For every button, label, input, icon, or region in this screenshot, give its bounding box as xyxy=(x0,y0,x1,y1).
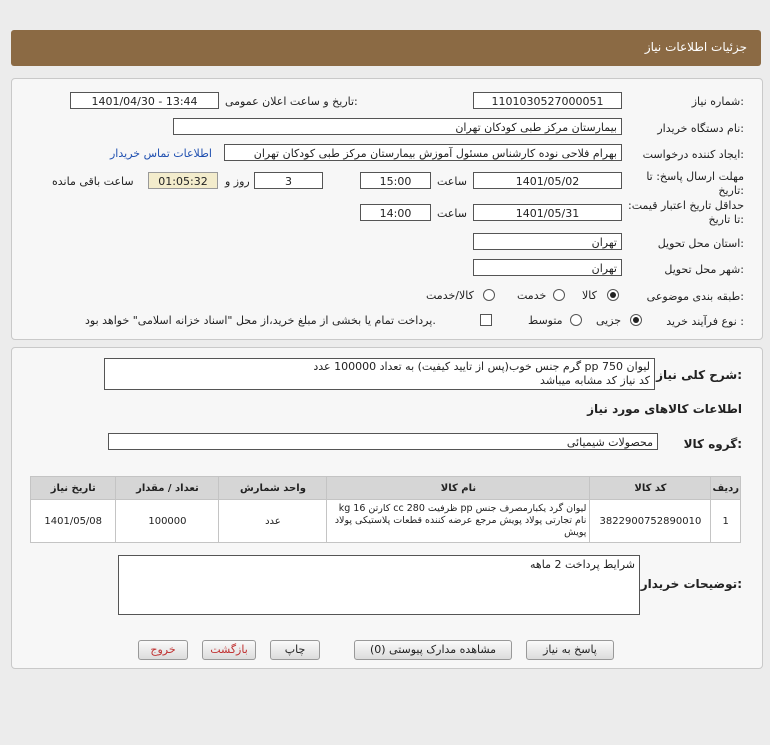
cell-qty: 100000 xyxy=(116,500,219,543)
validity-date-field: 1401/05/31 xyxy=(473,204,622,221)
announce-field: 1401/04/30 - 13:44 xyxy=(70,92,219,109)
buyer-notes-box xyxy=(118,555,640,615)
group-label: گروه کالا: xyxy=(683,437,742,451)
summary-label: شرح کلی نیاز: xyxy=(656,368,742,382)
reply-button[interactable]: پاسخ به نیاز xyxy=(526,640,614,660)
city-field: تهران xyxy=(473,259,622,276)
col-code: کد کالا xyxy=(590,477,711,500)
days-field: 3 xyxy=(254,172,323,189)
page-header xyxy=(11,30,761,66)
col-date: تاریخ نیاز xyxy=(31,477,116,500)
category-label: طبقه بندی موضوعی: xyxy=(646,290,744,303)
remaining-label: ساعت باقی مانده xyxy=(52,175,134,188)
process-label: نوع فرآیند خرید : xyxy=(666,315,744,328)
buyer-contact-link[interactable]: اطلاعات تماس خریدار xyxy=(110,147,212,160)
days-label: روز و xyxy=(225,175,250,188)
remaining-time-field: 01:05:32 xyxy=(148,172,218,189)
treasury-note: پرداخت تمام یا بخشی از مبلغ خرید،از محل "اسناد خزانه اسلامی" خواهد بود. xyxy=(85,314,436,327)
category-option-goods: کالا xyxy=(582,289,597,302)
buyer-org-field: بیمارستان مرکز طبی کودکان تهران xyxy=(173,118,622,135)
group-field: محصولات شیمیائی xyxy=(108,433,658,450)
category-radio-goods[interactable] xyxy=(607,289,619,301)
col-unit: واحد شمارش xyxy=(219,477,327,500)
table-row xyxy=(31,500,741,543)
col-row: ردیف xyxy=(711,477,741,500)
validity-time-label: ساعت xyxy=(437,207,467,220)
process-radio-medium[interactable] xyxy=(570,314,582,326)
buyer-notes-label: توضیحات خریدار: xyxy=(640,577,742,591)
process-option-medium: متوسط xyxy=(528,314,563,327)
deadline-label: مهلت ارسال پاسخ: تا تاریخ: xyxy=(646,170,744,197)
deadline-time-field: 15:00 xyxy=(360,172,431,189)
cell-row: 1 xyxy=(711,500,741,543)
province-field: تهران xyxy=(473,233,622,250)
validity-label: حداقل تاریخ اعتبار قیمت: تا تاریخ: xyxy=(628,199,744,226)
summary-box xyxy=(104,358,655,390)
items-section-title: اطلاعات کالاهای مورد نیاز xyxy=(587,402,742,416)
buyer-notes-text: شرایط پرداخت 2 ماهه xyxy=(530,558,635,571)
category-radio-service[interactable] xyxy=(553,289,565,301)
col-qty: تعداد / مقدار xyxy=(116,477,219,500)
cell-code: 3822900752890010 xyxy=(590,500,711,543)
buyer-org-label: نام دستگاه خریدار: xyxy=(657,122,744,135)
announce-label: تاریخ و ساعت اعلان عمومی: xyxy=(225,95,358,108)
validity-time-field: 14:00 xyxy=(360,204,431,221)
exit-button[interactable]: خروج xyxy=(138,640,188,660)
category-option-service: خدمت xyxy=(517,289,547,302)
deadline-date-field: 1401/05/02 xyxy=(473,172,622,189)
need-number-label: شماره نیاز: xyxy=(691,95,744,108)
deadline-time-label: ساعت xyxy=(437,175,467,188)
creator-field: بهرام فلاحی نوده کارشناس مسئول آموزش بیمارستان مرکز طبی کودکان تهران xyxy=(224,144,622,161)
summary-line-2: کد نیاز کد مشابه میباشد xyxy=(540,374,650,387)
process-option-minor: جزیی xyxy=(596,314,622,327)
cell-date: 1401/05/08 xyxy=(31,500,116,543)
process-radio-minor[interactable] xyxy=(630,314,642,326)
city-label: شهر محل تحویل: xyxy=(664,263,744,276)
creator-label: ایجاد کننده درخواست: xyxy=(642,148,744,161)
col-name: نام کالا xyxy=(327,477,590,500)
page-title: جزئیات اطلاعات نیاز xyxy=(644,40,747,54)
items-table xyxy=(30,476,741,543)
province-label: استان محل تحویل: xyxy=(657,237,744,250)
table-header-row xyxy=(31,477,741,500)
back-button[interactable]: بازگشت xyxy=(202,640,256,660)
cell-name: لیوان گرد یکبارمصرف جنس pp ظرفیت cc 280 کارتن kg 16 نام تجارتی پولاد پویش مرجع عرضه کننده قطعات پلاستیکی پولاد پویش xyxy=(327,500,590,543)
cell-unit: عدد xyxy=(219,500,327,543)
view-documents-button[interactable]: مشاهده مدارک پیوستی (0) xyxy=(354,640,512,660)
treasury-checkbox[interactable] xyxy=(480,314,492,326)
need-number-field: 1101030527000051 xyxy=(473,92,622,109)
summary-line-1: لیوان 750 pp گرم جنس خوب(پس از تایید کیفیت) به تعداد 100000 عدد xyxy=(313,360,650,373)
category-option-both: کالا/خدمت xyxy=(426,289,474,302)
print-button[interactable]: چاپ xyxy=(270,640,320,660)
category-radio-both[interactable] xyxy=(483,289,495,301)
